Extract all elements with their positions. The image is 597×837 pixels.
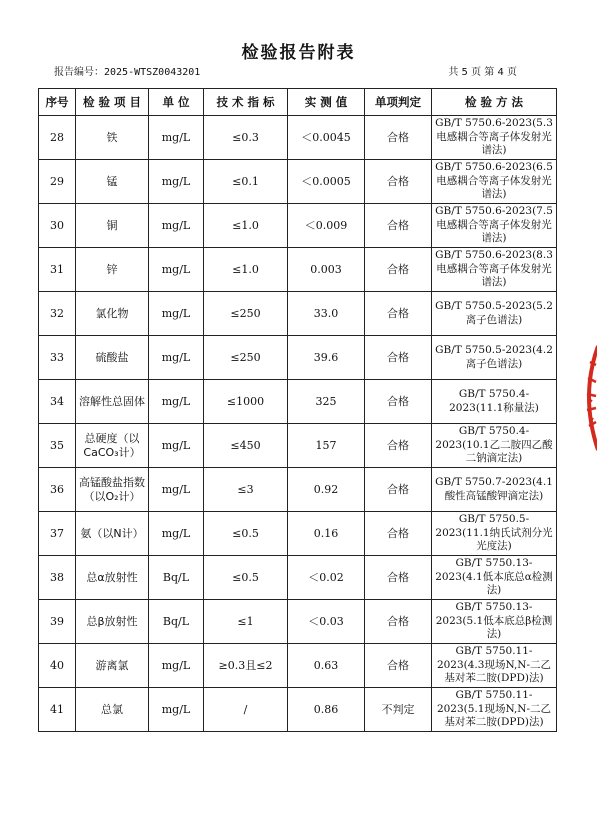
row-number: 33 — [39, 336, 76, 380]
test-method: GB/T 5750.5-2023(11.1纳氏试剂分光光度法) — [432, 512, 557, 556]
verdict: 合格 — [365, 424, 432, 468]
verdict: 合格 — [365, 512, 432, 556]
standard-limit: ≤1.0 — [204, 248, 288, 292]
table-row — [39, 380, 557, 424]
test-method: GB/T 5750.4-2023(10.1乙二胺四乙酸二钠滴定法) — [432, 424, 557, 468]
test-item: 硫酸盐 — [76, 336, 149, 380]
row-number: 32 — [39, 292, 76, 336]
row-number: 40 — [39, 644, 76, 688]
col-header-item: 检 验 项 目 — [76, 89, 149, 116]
test-method: GB/T 5750.5-2023(5.2离子色谱法) — [432, 292, 557, 336]
col-header-verdict: 单项判定 — [365, 89, 432, 116]
unit: Bq/L — [149, 556, 204, 600]
measured-value: 0.63 — [288, 644, 365, 688]
unit: mg/L — [149, 248, 204, 292]
test-item: 锰 — [76, 160, 149, 204]
test-item: 高锰酸盐指数（以O₂计） — [76, 468, 149, 512]
verdict: 合格 — [365, 248, 432, 292]
unit: mg/L — [149, 424, 204, 468]
col-header-unit: 单 位 — [149, 89, 204, 116]
inspection-table — [38, 88, 557, 732]
standard-limit: / — [204, 688, 288, 732]
standard-limit: ≤1 — [204, 600, 288, 644]
row-number: 31 — [39, 248, 76, 292]
unit: mg/L — [149, 160, 204, 204]
unit: mg/L — [149, 292, 204, 336]
standard-limit: ≤3 — [204, 468, 288, 512]
test-item: 锌 — [76, 248, 149, 292]
verdict: 合格 — [365, 644, 432, 688]
test-item: 总硬度（以CaCO₃计） — [76, 424, 149, 468]
col-header-method: 检 验 方 法 — [432, 89, 557, 116]
test-item: 铁 — [76, 116, 149, 160]
table-row — [39, 600, 557, 644]
row-number: 39 — [39, 600, 76, 644]
table-row — [39, 512, 557, 556]
verdict: 合格 — [365, 204, 432, 248]
unit: Bq/L — [149, 600, 204, 644]
unit: mg/L — [149, 336, 204, 380]
measured-value: 0.003 — [288, 248, 365, 292]
test-item: 氯化物 — [76, 292, 149, 336]
test-method: GB/T 5750.13-2023(4.1低本底总α检测法) — [432, 556, 557, 600]
table-row — [39, 424, 557, 468]
verdict: 不判定 — [365, 688, 432, 732]
col-header-no: 序号 — [39, 89, 76, 116]
row-number: 36 — [39, 468, 76, 512]
test-method: GB/T 5750.6-2023(7.5电感耦合等离子体发射光谱法) — [432, 204, 557, 248]
measured-value: 157 — [288, 424, 365, 468]
unit: mg/L — [149, 644, 204, 688]
row-number: 41 — [39, 688, 76, 732]
measured-value: 39.6 — [288, 336, 365, 380]
standard-limit: ≤1000 — [204, 380, 288, 424]
test-method: GB/T 5750.6-2023(6.5电感耦合等离子体发射光谱法) — [432, 160, 557, 204]
standard-limit: ≤450 — [204, 424, 288, 468]
standard-limit: ≤0.5 — [204, 556, 288, 600]
standard-limit: ≤1.0 — [204, 204, 288, 248]
red-seal-stamp — [574, 338, 597, 458]
standard-limit: ≤0.3 — [204, 116, 288, 160]
verdict: 合格 — [365, 336, 432, 380]
test-item: 铜 — [76, 204, 149, 248]
unit: mg/L — [149, 204, 204, 248]
verdict: 合格 — [365, 160, 432, 204]
measured-value: ＜0.0005 — [288, 160, 365, 204]
standard-limit: ≤250 — [204, 336, 288, 380]
test-method: GB/T 5750.13-2023(5.1低本底总β检测法) — [432, 600, 557, 644]
table-row — [39, 468, 557, 512]
verdict: 合格 — [365, 380, 432, 424]
test-item: 溶解性总固体 — [76, 380, 149, 424]
table-header-row — [39, 89, 557, 116]
test-item: 游离氯 — [76, 644, 149, 688]
unit: mg/L — [149, 380, 204, 424]
report-number: 报告编号：2025-WTSZ0043201 — [54, 67, 201, 78]
measured-value: 0.16 — [288, 512, 365, 556]
unit: mg/L — [149, 468, 204, 512]
standard-limit: ≥0.3且≤2 — [204, 644, 288, 688]
unit: mg/L — [149, 688, 204, 732]
table-row — [39, 688, 557, 732]
row-number: 30 — [39, 204, 76, 248]
test-method: GB/T 5750.11-2023(4.3现场N,N-二乙基对苯二胺(DPD)法) — [432, 644, 557, 688]
page-indicator: 共 5 页 第 4 页 — [448, 67, 517, 78]
test-item: 总β放射性 — [76, 600, 149, 644]
standard-limit: ≤0.5 — [204, 512, 288, 556]
test-method: GB/T 5750.11-2023(5.1现场N,N-二乙基对苯二胺(DPD)法) — [432, 688, 557, 732]
standard-limit: ≤250 — [204, 292, 288, 336]
row-number: 28 — [39, 116, 76, 160]
test-method: GB/T 5750.7-2023(4.1酸性高锰酸钾滴定法) — [432, 468, 557, 512]
verdict: 合格 — [365, 468, 432, 512]
measured-value: 0.86 — [288, 688, 365, 732]
page-title: 检验报告附表 — [241, 43, 356, 63]
row-number: 29 — [39, 160, 76, 204]
measured-value: ＜0.03 — [288, 600, 365, 644]
measured-value: ＜0.0045 — [288, 116, 365, 160]
standard-limit: ≤0.1 — [204, 160, 288, 204]
table-row — [39, 556, 557, 600]
test-item: 总氯 — [76, 688, 149, 732]
table-row — [39, 248, 557, 292]
measured-value: 33.0 — [288, 292, 365, 336]
measured-value: ＜0.02 — [288, 556, 365, 600]
test-item: 总α放射性 — [76, 556, 149, 600]
table-row — [39, 336, 557, 380]
unit: mg/L — [149, 116, 204, 160]
row-number: 38 — [39, 556, 76, 600]
table-body — [39, 116, 557, 732]
verdict: 合格 — [365, 292, 432, 336]
test-method: GB/T 5750.4-2023(11.1称量法) — [432, 380, 557, 424]
verdict: 合格 — [365, 116, 432, 160]
test-method: GB/T 5750.6-2023(5.3电感耦合等离子体发射光谱法) — [432, 116, 557, 160]
test-item: 氨（以N计） — [76, 512, 149, 556]
measured-value: ＜0.009 — [288, 204, 365, 248]
table-row — [39, 160, 557, 204]
verdict: 合格 — [365, 556, 432, 600]
row-number: 37 — [39, 512, 76, 556]
table-row — [39, 116, 557, 160]
col-header-limit: 技 术 指 标 — [204, 89, 288, 116]
table-row — [39, 644, 557, 688]
col-header-value: 实 测 值 — [288, 89, 365, 116]
row-number: 34 — [39, 380, 76, 424]
verdict: 合格 — [365, 600, 432, 644]
row-number: 35 — [39, 424, 76, 468]
test-method: GB/T 5750.5-2023(4.2离子色谱法) — [432, 336, 557, 380]
table-row — [39, 204, 557, 248]
test-method: GB/T 5750.6-2023(8.3电感耦合等离子体发射光谱法) — [432, 248, 557, 292]
table-row — [39, 292, 557, 336]
measured-value: 0.92 — [288, 468, 365, 512]
unit: mg/L — [149, 512, 204, 556]
measured-value: 325 — [288, 380, 365, 424]
